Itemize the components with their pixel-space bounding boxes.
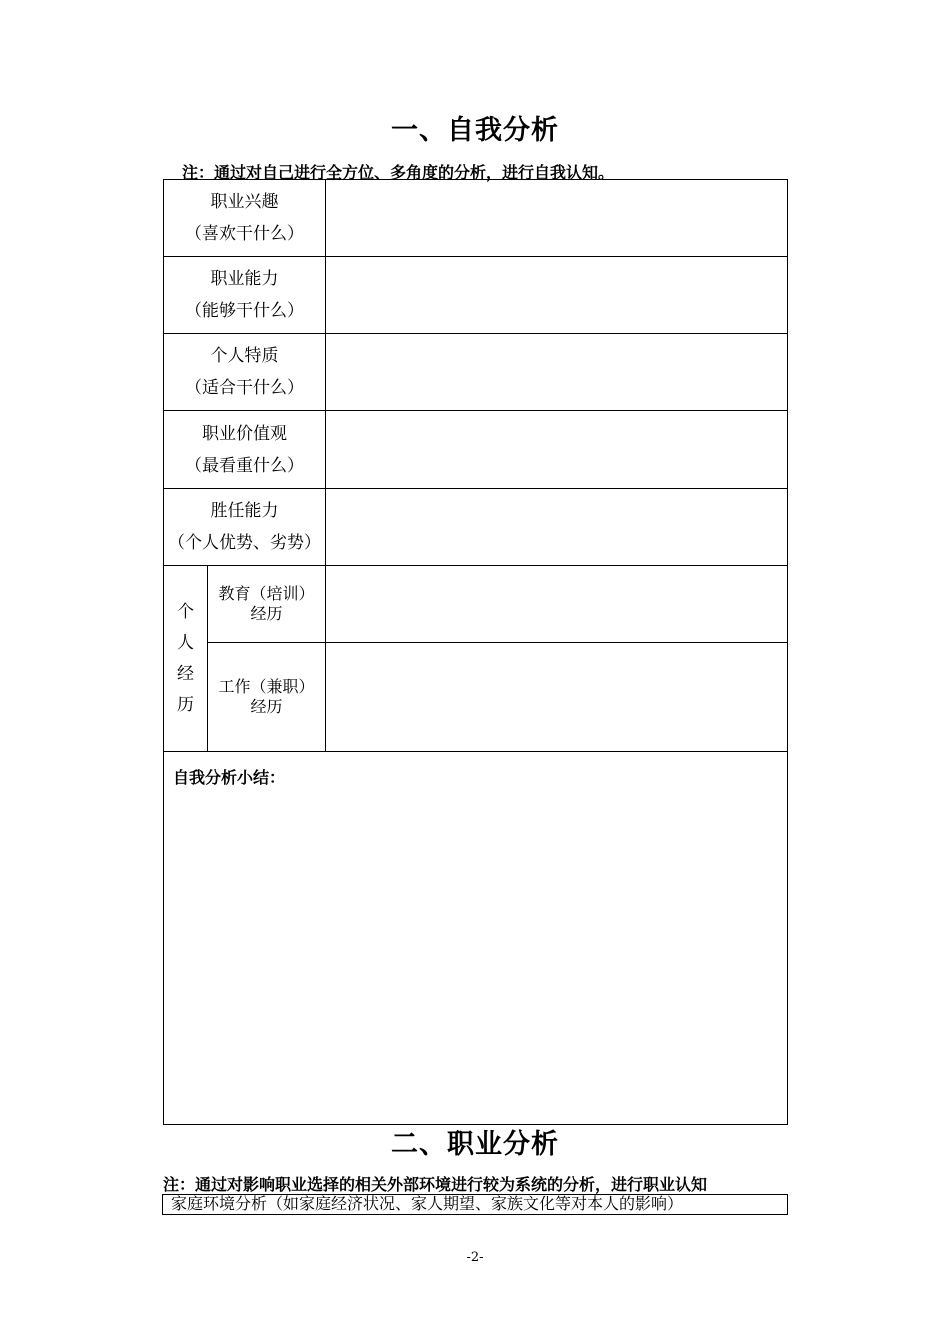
row-label-line1: 个人特质 bbox=[210, 346, 279, 366]
section-note-career-analysis: 注：通过对影响职业选择的相关外部环境进行较为系统的分析，进行职业认知 bbox=[163, 1175, 708, 1194]
answer-cell-education[interactable] bbox=[327, 567, 786, 641]
row-label-line1: 职业兴趣 bbox=[210, 192, 279, 212]
answer-cell-personal-traits[interactable] bbox=[327, 335, 786, 409]
section-note-self-analysis: 注：通过对自己进行全方位、多角度的分析，进行自我认知。 bbox=[182, 163, 615, 182]
self-analysis-summary-area[interactable] bbox=[166, 790, 785, 1122]
row-label-line2: （适合干什么） bbox=[185, 378, 304, 398]
section-title-self-analysis: 一、自我分析 bbox=[391, 115, 559, 146]
page-number: -2- bbox=[466, 1250, 484, 1265]
section-title-career-analysis: 二、职业分析 bbox=[391, 1129, 559, 1160]
row-label-line2: （个人优势、劣势） bbox=[168, 533, 321, 553]
row-label-line1: 工作（兼职） bbox=[218, 677, 315, 696]
row-label-career-values bbox=[164, 411, 325, 488]
row-label-competency bbox=[164, 489, 325, 565]
answer-cell-career-interest[interactable] bbox=[327, 181, 786, 255]
experience-char: 人 bbox=[177, 632, 194, 653]
experience-char: 历 bbox=[177, 694, 194, 715]
answer-cell-competency[interactable] bbox=[327, 490, 786, 564]
answer-cell-work[interactable] bbox=[327, 644, 786, 750]
row-label-line1: 职业价值观 bbox=[202, 423, 287, 444]
row-label-line2: （能够干什么） bbox=[185, 301, 304, 321]
answer-cell-career-ability[interactable] bbox=[327, 258, 786, 332]
self-analysis-summary-label: 自我分析小结： bbox=[173, 768, 286, 787]
row-label-line2: 经历 bbox=[250, 604, 283, 623]
row-label-line1: 胜任能力 bbox=[210, 501, 279, 521]
row-label-line1: 教育（培训） bbox=[218, 584, 315, 603]
row-label-work-experience bbox=[208, 643, 325, 751]
row-label-education-experience bbox=[208, 566, 325, 642]
experience-char: 个 bbox=[177, 601, 194, 622]
row-label-line2: （最看重什么） bbox=[185, 455, 304, 476]
table-divider bbox=[163, 751, 788, 752]
row-label-line1: 职业能力 bbox=[210, 269, 279, 289]
row-label-career-ability bbox=[164, 257, 325, 333]
answer-cell-career-values[interactable] bbox=[327, 412, 786, 487]
row-label-line2: （喜欢干什么） bbox=[185, 224, 304, 244]
row-label-career-interest bbox=[164, 180, 325, 256]
experience-group-label bbox=[164, 566, 207, 751]
experience-char: 经 bbox=[177, 663, 194, 684]
family-environment-analysis-header: 家庭环境分析（如家庭经济状况、家人期望、家族文化等对本人的影响） bbox=[162, 1194, 788, 1215]
row-label-line2: 经历 bbox=[250, 697, 283, 716]
table-column-divider bbox=[325, 179, 326, 751]
row-label-personal-traits bbox=[164, 334, 325, 410]
